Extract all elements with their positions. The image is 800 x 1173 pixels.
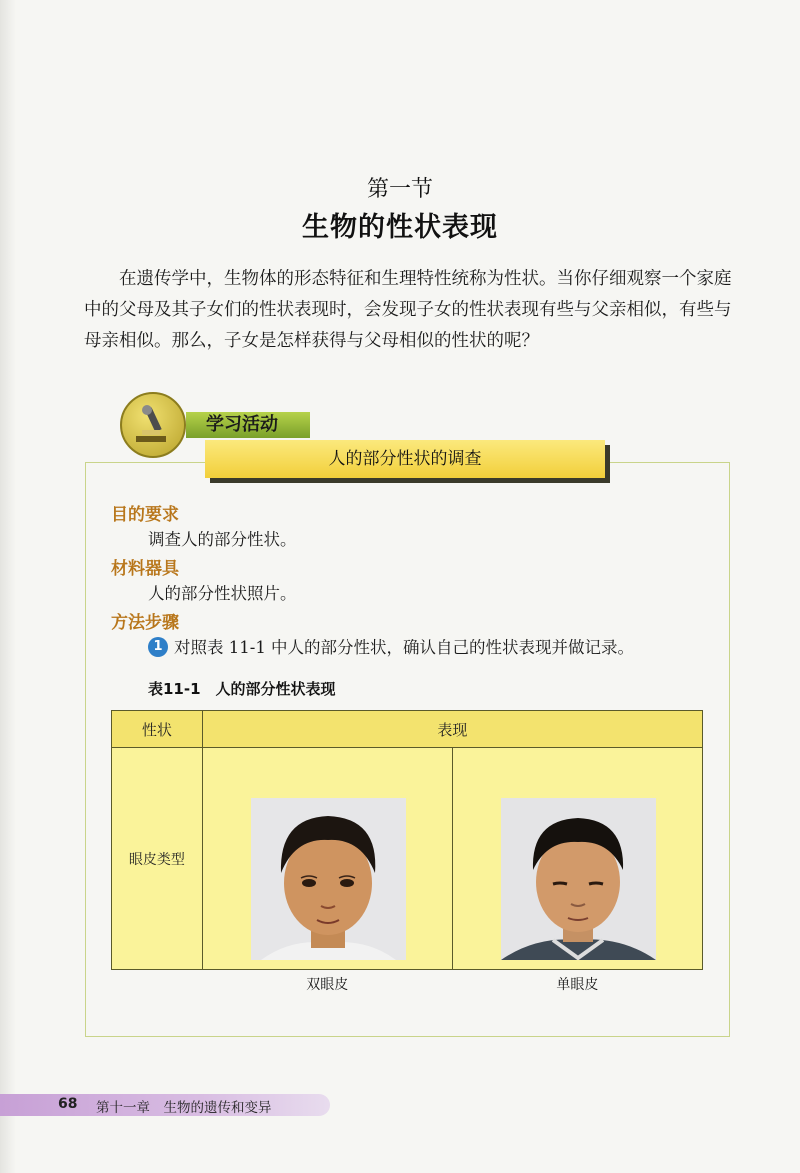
section-label: 第一节 xyxy=(366,177,433,202)
row-label-eyelid: 眼皮类型 xyxy=(112,748,203,970)
microscope-icon xyxy=(120,392,186,458)
page-number: 68 xyxy=(58,1096,78,1112)
step-text: 对照表 11-1 中人的部分性状，确认自己的性状表现并做记录。 xyxy=(174,638,635,657)
table-caption: 表11-1 人的部分性状表现 xyxy=(148,680,336,698)
photo-double-eyelid xyxy=(251,798,406,960)
intro-paragraph: 在遗传学中，生物体的形态特征和生理特性统称为性状。当你仔细观察一个家庭中的父母及其子女们的性状表现时，会发现子女的性状表现有些与父亲相似，有些与母亲相似。那么，子女是怎样获得与父母相似的性状的呢？ xyxy=(84,269,732,351)
photo-caption-single: 单眼皮 xyxy=(556,977,599,993)
header-trait: 性状 xyxy=(112,711,203,748)
step-number-badge: 1 xyxy=(148,637,168,657)
activity-title: 人的部分性状的调查 xyxy=(205,440,605,478)
method-heading: 方法步骤 xyxy=(111,613,179,633)
materials-heading: 材料器具 xyxy=(111,559,179,579)
chapter-title: 第十一章 生物的遗传和变异 xyxy=(96,1100,272,1116)
objective-heading: 目的要求 xyxy=(111,505,179,525)
photo-cell-single xyxy=(452,748,702,993)
photo-cell-double xyxy=(202,748,452,993)
activity-tag: 学习活动 xyxy=(186,412,310,438)
photo-caption-double: 双眼皮 xyxy=(306,977,349,993)
trait-table xyxy=(111,710,703,993)
objective-text: 调查人的部分性状。 xyxy=(148,530,297,549)
materials-text: 人的部分性状照片。 xyxy=(148,584,297,603)
header-expression: 表现 xyxy=(202,711,702,748)
section-title: 生物的性状表现 xyxy=(302,212,498,243)
photo-single-eyelid xyxy=(501,798,656,960)
